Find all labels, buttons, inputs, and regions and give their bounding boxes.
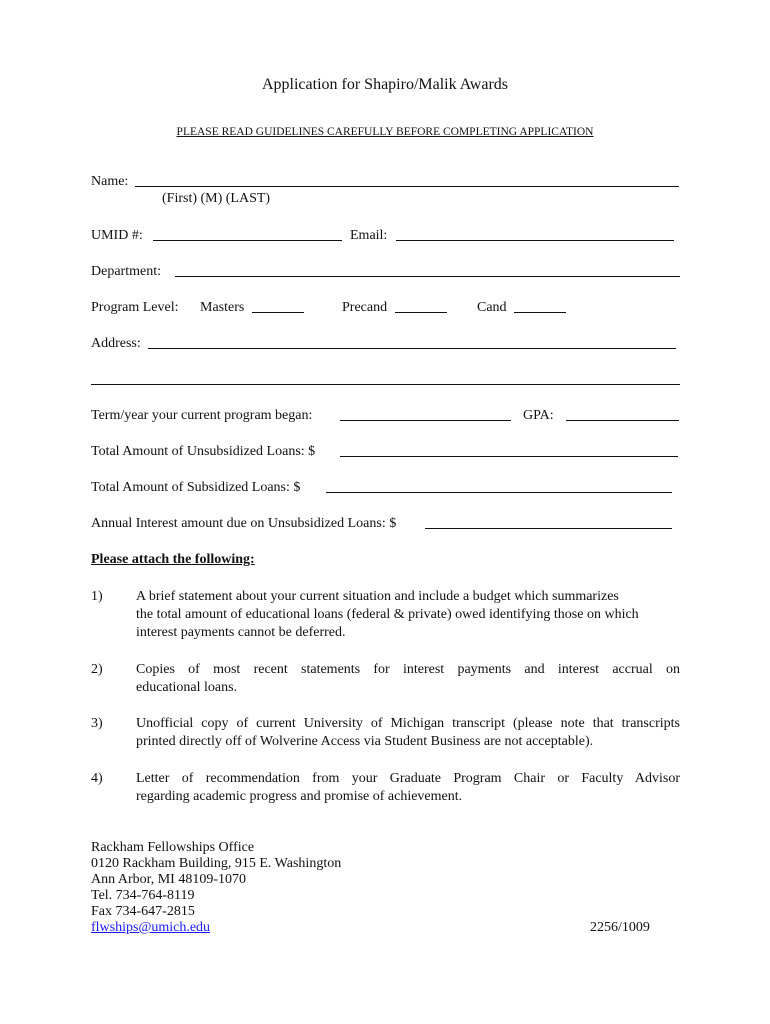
item-line: educational loans. — [136, 680, 238, 695]
item-line: regarding academic progress and promise of achievement. — [136, 789, 463, 804]
item-line: Letter of recommendation from your Graduate Program Chair or Faculty Advisor — [136, 771, 680, 786]
email-label: Email: — [350, 228, 388, 243]
unsubsidized-loans-field[interactable] — [340, 456, 678, 457]
interest-amount-field[interactable] — [425, 528, 672, 529]
office-fax: Fax 734-647-2815 — [91, 904, 195, 919]
email-field[interactable] — [396, 240, 674, 241]
address-label: Address: — [91, 336, 141, 351]
unsubsidized-loans-label: Total Amount of Unsubsidized Loans: $ — [91, 444, 316, 459]
umid-label: UMID #: — [91, 228, 143, 243]
form-title: Application for Shapiro/Malik Awards — [261, 76, 509, 93]
cand-field[interactable] — [514, 312, 566, 313]
item-number: 4) — [91, 771, 103, 786]
masters-label: Masters — [200, 300, 245, 315]
department-label: Department: — [91, 264, 161, 279]
interest-amount-label: Annual Interest amount due on Unsubsidized Loans: $ — [91, 516, 397, 531]
form-code: 2256/1009 — [590, 920, 650, 935]
office-phone: Tel. 734-764-8119 — [91, 888, 195, 903]
subsidized-loans-field[interactable] — [326, 492, 672, 493]
department-field[interactable] — [175, 276, 680, 277]
subsidized-loans-label: Total Amount of Subsidized Loans: $ — [91, 480, 301, 495]
gpa-label: GPA: — [523, 408, 554, 423]
item-line: Unofficial copy of current University of Michigan transcript (please note that transcripts — [136, 716, 680, 731]
office-email-link[interactable]: flwships@umich.edu — [91, 920, 211, 935]
item-number: 1) — [91, 589, 103, 604]
item-line: the total amount of educational loans (federal & private) owed identifying those on which — [136, 607, 639, 622]
item-line: Copies of most recent statements for interest payments and interest accrual on — [136, 662, 680, 677]
address-field-line-1[interactable] — [148, 348, 676, 349]
term-year-field[interactable] — [340, 420, 511, 421]
term-year-label: Term/year your current program began: — [91, 408, 313, 423]
office-name: Rackham Fellowships Office — [91, 840, 255, 855]
name-field[interactable] — [135, 186, 679, 187]
umid-field[interactable] — [153, 240, 342, 241]
name-hint: (First) (M) (LAST) — [162, 191, 271, 206]
attachments-heading: Please attach the following: — [91, 552, 255, 567]
office-building: 0120 Rackham Building, 915 E. Washington — [91, 856, 342, 871]
item-number: 3) — [91, 716, 103, 731]
guidelines-notice: PLEASE READ GUIDELINES CAREFULLY BEFORE COMPLETING APPLICATION — [176, 126, 594, 138]
address-field-line-2[interactable] — [91, 384, 680, 385]
cand-label: Cand — [477, 300, 507, 315]
office-city: Ann Arbor, MI 48109-1070 — [91, 872, 246, 887]
name-label: Name: — [91, 174, 129, 189]
precand-field[interactable] — [395, 312, 447, 313]
masters-field[interactable] — [252, 312, 304, 313]
item-line: printed directly off of Wolverine Access via Student Business are not acceptable). — [136, 734, 594, 749]
program-level-label: Program Level: — [91, 300, 179, 315]
item-number: 2) — [91, 662, 103, 677]
gpa-field[interactable] — [566, 420, 679, 421]
item-line: interest payments cannot be deferred. — [136, 625, 346, 640]
precand-label: Precand — [342, 300, 388, 315]
item-line: A brief statement about your current situation and include a budget which summarizes — [136, 589, 619, 604]
